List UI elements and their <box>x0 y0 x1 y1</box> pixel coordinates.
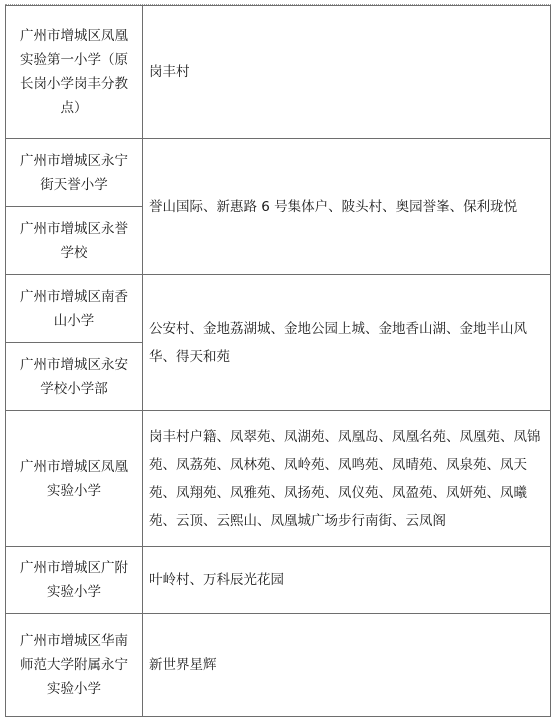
area-text: 岗丰村 <box>149 64 190 80</box>
area-text: 誉山国际、新惠路 6 号集体户、陂头村、奥园誉峯、保利珑悦 <box>149 198 518 215</box>
area-cell <box>143 411 551 547</box>
area-cell <box>143 547 551 614</box>
school-name: 广州市增城区华南师范大学附属永宁实验小学 <box>20 633 128 697</box>
table-row <box>6 547 551 614</box>
school-name: 广州市增城区永安学校小学部 <box>20 356 128 397</box>
school-name: 广州市增城区永誉学校 <box>20 220 128 261</box>
school-cell <box>6 547 143 614</box>
area-text: 新世界星辉 <box>149 657 217 673</box>
school-zone-table-frame <box>5 5 551 719</box>
school-cell <box>6 6 143 139</box>
school-name: 广州市增城区广附实验小学 <box>20 560 128 600</box>
school-cell <box>6 614 143 717</box>
school-cell <box>6 207 143 275</box>
school-cell <box>6 139 143 207</box>
school-cell <box>6 411 143 547</box>
table-row <box>6 411 551 547</box>
area-text: 公安村、金地荔湖城、金地公园上城、金地香山湖、金地半山风华、得天和苑 <box>149 320 527 365</box>
table-row <box>6 6 551 139</box>
school-name: 广州市增城区凤凰实验第一小学（原长岗小学岗丰分教点） <box>20 28 128 116</box>
table-row <box>6 614 551 717</box>
area-cell <box>143 275 551 411</box>
school-zone-table <box>5 5 551 717</box>
table-row <box>6 275 551 343</box>
school-name: 广州市增城区永宁街天誉小学 <box>20 152 128 193</box>
table-row <box>6 139 551 207</box>
area-text: 岗丰村户籍、凤翠苑、凤湖苑、凤凰岛、凤凰名苑、凤凰苑、凤锦苑、凤荔苑、凤林苑、凤岭苑、凤鸣苑、凤晴苑、凤泉苑、凤天苑、凤翔苑、凤雅苑、凤扬苑、凤仪苑、凤盈苑、凤妍苑、凤曦苑、云顶、云熙山、凤凰城广场步行南街、云凤阁 <box>149 428 541 529</box>
area-cell <box>143 139 551 275</box>
school-name: 广州市增城区凤凰实验小学 <box>20 458 128 499</box>
school-cell <box>6 343 143 411</box>
school-name: 广州市增城区南香山小学 <box>20 288 128 329</box>
area-text: 叶岭村、万科辰光花园 <box>149 572 284 588</box>
school-cell <box>6 275 143 343</box>
area-cell <box>143 6 551 139</box>
area-cell <box>143 614 551 717</box>
